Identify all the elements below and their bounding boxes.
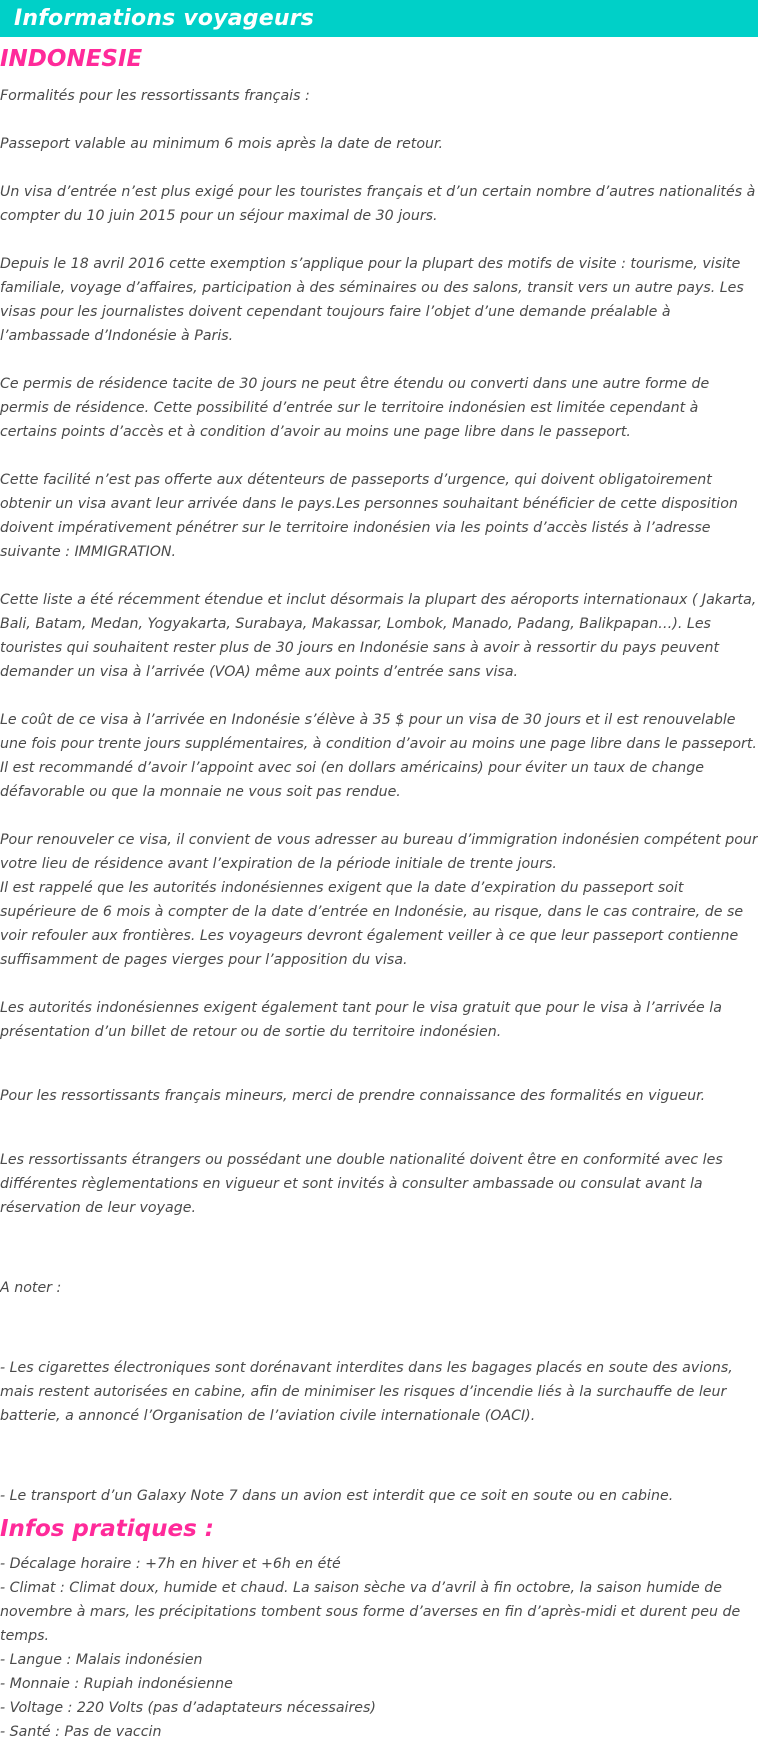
dual-nationality-paragraph: Les ressortissants étrangers ou possédant une double nationalité doivent être en conformité avec les différentes règlementations en vigueur et sont invités à consulter ambassade ou consulat avant la réservation de leur voyage.: [0, 1152, 723, 1216]
exemption-scope-paragraph: Depuis le 18 avril 2016 cette exemption s’applique pour la plupart des motifs de visite : tourisme, visite familiale, voyage d’affaires, participation à des séminaires ou des salons, transit vers un autre pays. Les visas pour les journalistes doivent cependant toujours faire l’objet d’une demande préalable à l’ambassade d’Indonésie à Paris.: [0, 256, 744, 344]
note-heading: A noter :: [0, 1280, 62, 1296]
info-item-language: - Langue : Malais indonésien: [0, 1652, 203, 1668]
visa-exemption-paragraph: Un visa d’entrée n’est plus exigé pour les touristes français et d’un certain nombre d’autres nationalités à compter du 10 juin 2015 pour un séjour maximal de 30 jours.: [0, 184, 756, 224]
main-content: [0, 44, 758, 1744]
residence-permit-paragraph: Ce permis de résidence tacite de 30 jours ne peut être étendu ou converti dans une autre forme de permis de résidence. Cette possibilité d’entrée sur le territoire indonésien est limitée cependant à certains points d’accès et à condition d’avoir au moins une page libre dans le passeport.: [0, 376, 710, 440]
airports-list-paragraph: Cette liste a été récemment étendue et inclut désormais la plupart des aéroports internationaux ( Jakarta, Bali, Batam, Medan, Yogyakarta, Surabaya, Makassar, Lombok, Manado, Padang, Balikpapan…). Les touristes qui souhaitent rester plus de 30 jours en Indonésie sans à avoir à ressortir du pays peuvent demander un visa à l’arrivée (VOA) même aux points d’entrée sans visa.: [0, 592, 757, 680]
info-item-currency: - Monnaie : Rupiah indonésienne: [0, 1676, 233, 1692]
country-title: INDONESIE: [0, 46, 143, 72]
infos-pratiques-title: Infos pratiques :: [0, 1516, 214, 1542]
minors-paragraph: Pour les ressortissants français mineurs, merci de prendre connaissance des formalités en vigueur.: [0, 1088, 706, 1104]
info-item-health: - Santé : Pas de vaccin: [0, 1724, 162, 1740]
info-item-timezone: - Décalage horaire : +7h en hiver et +6h en été: [0, 1556, 341, 1572]
passport-paragraph: Passeport valable au minimum 6 mois après la date de retour.: [0, 136, 444, 152]
galaxy-note-note: - Le transport d’un Galaxy Note 7 dans un avion est interdit que ce soit en soute ou en cabine.: [0, 1488, 674, 1504]
passport-expiry-paragraph: Il est rappelé que les autorités indonésiennes exigent que la date d’expiration du passeport soit supérieure de 6 mois à compter de la date d’entrée en Indonésie, au risque, dans le cas contraire, de se voir refouler aux frontières. Les voyageurs devront également veiller à ce que leur passeport contienne suffisamment de pages vierges pour l’apposition du visa.: [0, 880, 744, 968]
ecigarette-note: - Les cigarettes électroniques sont dorénavant interdites dans les bagages placés en soute des avions, mais restent autorisées en cabine, afin de minimiser les risques d’incendie liés à la surchauffe de leur batterie, a annoncé l’Organisation de l’aviation civile internationale (OACI).: [0, 1360, 733, 1424]
visa-renewal-paragraph: Pour renouveler ce visa, il convient de vous adresser au bureau d’immigration indonésien compétent pour votre lieu de résidence avant l’expiration de la période initiale de trente jours.: [0, 832, 758, 872]
page-title: Informations voyageurs: [14, 6, 315, 31]
visa-cost-paragraph: Le coût de ce visa à l’arrivée en Indonésie s’élève à 35 $ pour un visa de 30 jours et il est renouvelable une fois pour trente jours supplémentaires, à condition d’avoir au moins une page libre dans le passeport. Il est recommandé d’avoir l’appoint avec soi (en dollars américains) pour éviter un taux de change défavorable ou que la monnaie ne vous soit pas rendue.: [0, 712, 757, 800]
info-item-climate: - Climat : Climat doux, humide et chaud. La saison sèche va d’avril à fin octobre, la saison humide de novembre à mars, les précipitations tombent sous forme d’averses en fin d’après-midi et durent peu de temps.: [0, 1580, 741, 1644]
formalities-heading: Formalités pour les ressortissants français :: [0, 88, 310, 104]
header-bar: [0, 0, 758, 37]
info-item-voltage: - Voltage : 220 Volts (pas d’adaptateurs nécessaires): [0, 1700, 376, 1716]
emergency-passport-paragraph: Cette facilité n’est pas offerte aux détenteurs de passeports d’urgence, qui doivent obligatoirement obtenir un visa avant leur arrivée dans le pays.Les personnes souhaitant bénéficier de cette disposition doivent impérativement pénétrer sur le territoire indonésien via les points d’accès listés à l’adresse suivante : IMMIGRATION.: [0, 472, 738, 560]
return-ticket-paragraph: Les autorités indonésiennes exigent également tant pour le visa gratuit que pour le visa à l’arrivée la présentation d’un billet de retour ou de sortie du territoire indonésien.: [0, 1000, 722, 1040]
